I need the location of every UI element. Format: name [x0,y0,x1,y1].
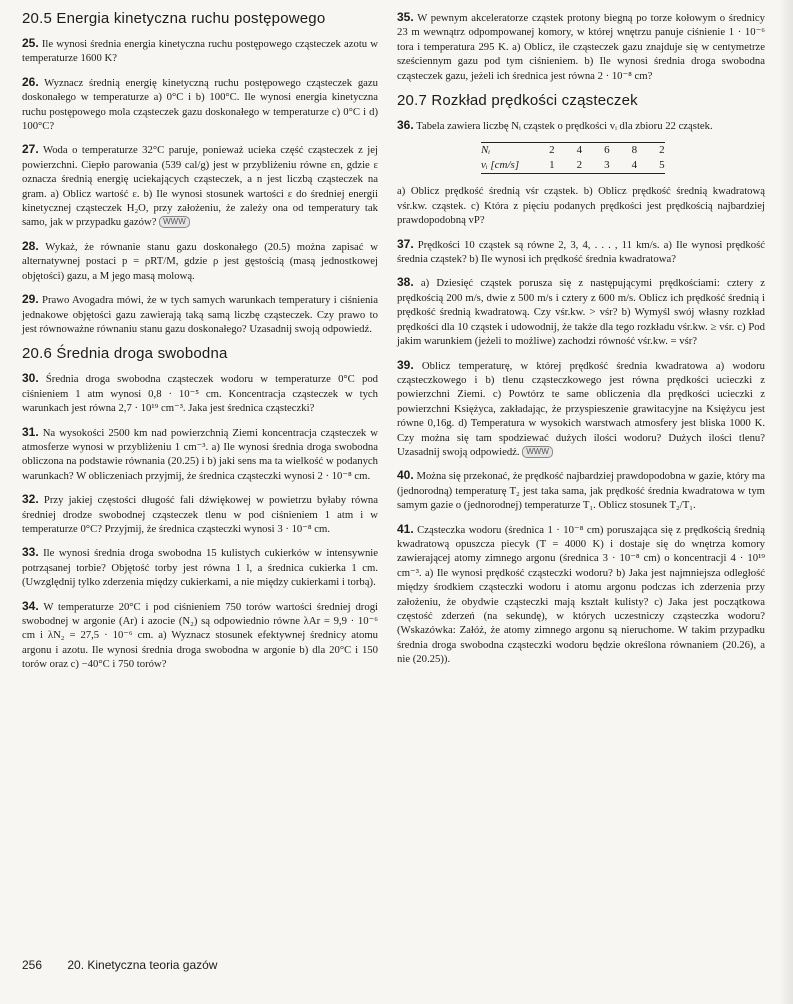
problem-34 [22,599,378,672]
www-badge[interactable]: WWW [159,216,190,228]
table-cell: 4 [555,143,583,159]
page-number: 256 [22,958,43,972]
table-cell: 2 [527,143,555,159]
table-row [481,143,665,159]
problem-text: Woda o temperaturze 32°C paruje, ponieważ ucieka część cząsteczek z jej powierzchni. Ciepło parowania (539 cal/g) jest w przybliżeniu równe εn, gdzie ε oznacza średnią energię uciekających cząsteczek, a n jest liczbą cząsteczek na gram. a) Oblicz wartość ε. b) Ile wynosi stosunek wartości ε do średniej energii kinetycznej cząsteczek H₂O, przy założeniu, że zależy ona od temperatury tak samo, jak w przypadku gazów? [22,144,378,229]
table-row-label: Nᵢ [481,143,527,159]
problem-33 [22,545,378,589]
problem-37 [397,237,765,267]
problem-text: a) Oblicz prędkość średnią vśr cząstek. b) Oblicz prędkość średnią kwadratową vśr.kw. cząstek. c) Która z pięciu podanych prędkości jest prędkością najbardziej prawdopodobną vP? [397,185,765,227]
section-title-20-5: 20.5 Energia kinetyczna ruchu postępowego [22,10,326,27]
table-row [481,158,665,174]
problem-number: 28. [22,238,39,253]
table-cell: 8 [610,143,638,159]
problem-text: Ile wynosi średnia droga swobodna 15 kulistych cukierków w intensywnie potrząsanej torbie? Objętość torby jest równa 1 l, a średnica cukierka 1 cm. (Uwzględnij tylko zderzenia między cukierkami, a nie między cukierkami i torbą). [22,547,378,589]
problem-number: 25. [22,36,39,50]
problem-30 [22,371,378,415]
velocity-table [481,142,665,174]
problem-32 [22,492,378,536]
table-cell: 3 [582,158,610,174]
problem-31 [22,425,378,484]
problem-text: Prawo Avogadra mówi, że w tych samych warunkach temperatury i ciśnienia jednakowe objętości gazu zawierają taką samą liczbę cząsteczek. Czy prawo to jest równoważne równaniu stanu gazu doskonałego? Uzasadnij swoją odpowiedź. [22,294,378,335]
table-cell: 2 [555,158,583,174]
problem-35 [397,10,765,83]
table-cell: 2 [637,143,665,159]
problem-40 [397,468,765,512]
problem-number: 36. [397,118,414,133]
page-footer [22,958,217,972]
problem-number: 29. [22,292,39,307]
problem-text: Można się przekonać, że prędkość najbardziej prawdopodobna w gazie, który ma (jednorodną) temperaturę T₂ jest taka sama, jak prędkość średnia kwadratowa w tym samym gazie o (jednorodnej) temperaturze T₁. Oblicz stosunek T₂/T₁. [397,470,765,512]
problem-39 [397,358,765,460]
problem-number: 40. [397,468,414,483]
chapter-title: 20. Kinetyczna teoria gazów [67,958,218,972]
problem-26 [22,75,378,134]
table-cell: 4 [610,158,638,174]
problem-number: 30. [22,371,39,386]
problem-number: 38. [397,275,414,290]
problem-number: 39. [397,357,414,372]
problem-text: W pewnym akceleratorze cząstek protony biegną po torze kołowym o średnicy 23 m wewnątrz odpompowanej komory, w której wnętrzu panuje ciśnienie 1 · 10⁻⁶ tora i temperatura 295 K. a) Oblicz, ile cząsteczek gazu znajduje się w centymetrze sześciennym gazu pod tym ciśnieniem. b) Ile wynosi średnia droga swobodna cząsteczek gazu, jeżeli ich średnica jest równa 2 · 10⁻⁸ cm? [397,12,765,82]
problem-text: Oblicz temperaturę, w której prędkość średnia kwadratowa a) wodoru cząsteczkowego i b) tlenu cząsteczkowego jest równa prędkości ucieczki z powierzchni Ziemi. c) Powtórz te same obliczenia dla prędkości ucieczki z powierzchni Księżyca, zakładając, że przyspieszenie grawitacyjne na Księżycu jest równe 0,16g. d) Temperatura w wysokich warstwach atmosfery jest bliska 1000 K. Czy można się tam spodziewać dużych ilości wodoru? Dużych ilości tlenu? Uzasadnij swoją odpowiedź. [397,359,766,458]
problem-text: Cząsteczka wodoru (średnica 1 · 10⁻⁸ cm) poruszająca się z prędkością średnią kwadratową opuszcza piecyk (T = 4000 K) i dostaje się do wnętrza komory zawierającej atomy zimnego argonu (średnica 3 · 10⁻⁸ cm) o koncentracji 4 · 10¹⁹ cm⁻³. a) Ile wynosi prędkość cząsteczki wodoru? b) Jaka jest najmniejsza odległość między środkiem cząsteczki wodoru i atomu argonu podczas ich zderzenia przy założeniu, że obydwie cząsteczki mają kształt kulisty? c) Jaka jest początkowa częstość zderzeń (na sekundę), w których uczestniczy cząsteczka wodoru? (Wskazówka: Załóż, że atomy zimnego argonu są nieruchome. W takim przypadku średnia droga swobodna cząsteczki wodoru będzie określona równaniem (20.26), a nie (20.25)). [397,523,766,666]
problem-number: 34. [22,598,39,613]
problem-text: a) Dziesięć cząstek porusza się z następującymi prędkościami: cztery z prędkością 200 m/s, dwie z 500 m/s i cztery z 600 m/s. Oblicz ich prędkość średnią i prędkość średnią kwadratową. Czy vśr.kw. > vśr? b) Wymyśl swój własny rozkład prędkości dla 10 cząstek i udowodnij, że także dla tego rozkładu vśr.kw. ≥ vśr. c) Pod jakim warunkiem (jeżeli to możliwe) zachodzi równość vśr.kw. = vśr? [397,277,766,348]
problem-number: 37. [397,236,414,251]
problem-text: Wyznacz średnią energię kinetyczną ruchu postępowego cząsteczek gazu doskonałego w temperaturze a) 0°C i b) 100°C. Ile wynosi energia kinetyczna ruchu postępowego mola cząsteczek gazu doskonałego w temperaturze c) 0°C i d) 100°C? [22,76,378,133]
table-cell: 5 [637,158,665,174]
problem-text: Tabela zawiera liczbę Nᵢ cząstek o prędkości vᵢ dla zbioru 22 cząstek. [416,120,713,133]
www-badge[interactable]: WWW [522,446,553,458]
problem-text: Prędkości 10 cząstek są równe 2, 3, 4, . . . , 11 km/s. a) Ile wynosi prędkość średnia cząstek? b) Ile wynosi ich prędkość średnia kwadratowa? [397,238,765,266]
problem-number: 33. [22,545,39,560]
left-column [22,10,378,681]
problem-text: Na wysokości 2500 km nad powierzchnią Ziemi koncentracja cząsteczek w atmosferze wynosi w przybliżeniu 1 cm⁻³. a) Ile wynosi średnia droga swobodna obliczona na podstawie równania (20.25) i b) jaki sens ma ta wielkość w podanych warunkach? W obliczeniach przyjmij, że średnica cząsteczki wynosi 2 · 10⁻⁸ cm. [22,426,379,482]
table-cell: 6 [582,143,610,159]
problem-36 [397,118,765,133]
problem-28 [22,239,378,283]
problem-number: 32. [22,492,39,507]
problem-number: 27. [22,142,39,157]
problem-number: 26. [22,74,39,89]
problem-text: Ile wynosi średnia energia kinetyczna ruchu postępowego cząsteczek azotu w temperaturze 1600 K? [22,38,379,65]
problem-text: W temperaturze 20°C i pod ciśnieniem 750 torów wartości średniej drogi swobodnej w argonie (Ar) i azocie (N₂) są odpowiednio równe λAr = 9,9 · 10⁻⁶ cm i λN₂ = 27,5 · 10⁻⁶ cm. a) Wyznacz stosunek efektywnej średnicy atomu argonu i azotu. Ile wynosi średnia droga swobodna w argonie b) dla 20°C i 150 torów oraz c) −40°C i 750 torów? [22,600,379,671]
problem-text: Średnia droga swobodna cząsteczek wodoru w temperaturze 0°C pod ciśnieniem 1 atm wynosi 0,8 · 10⁻⁵ cm. Koncentracja cząsteczek w tych warunkach jest równa 2,7 · 10¹⁹ cm⁻³. Jaka jest średnica cząsteczki? [22,373,379,415]
section-title-20-7: 20.7 Rozkład prędkości cząsteczek [397,92,638,110]
problem-25 [22,36,378,66]
problem-text: Przy jakiej częstości długość fali dźwiękowej w powietrzu byłaby równa średniej drodze swobodnej cząsteczek tlenu w pod ciśnieniem 1 atm i w temperaturze 0°C? Przyjmij, że średnica cząsteczki wynosi 3 · 10⁻⁸ cm. [22,494,378,535]
table-row-label: vᵢ [cm/s] [481,158,527,174]
table-cell: 1 [527,158,555,174]
problem-27 [22,142,378,229]
problem-text: Wykaż, że równanie stanu gazu doskonałego (20.5) można zapisać w alternatywnej postaci p = ρRT/M, gdzie ρ jest gęstością (masą jednostkowej objętości) gazu, a M jego masą molową. [22,240,379,282]
problem-number: 41. [397,521,414,536]
problem-41 [397,522,765,667]
problem-number: 35. [397,10,414,24]
page-edge-shadow [779,0,793,1004]
section-title-20-6: 20.6 Średnia droga swobodna [22,345,228,363]
problem-36-questions [397,184,765,227]
problem-38 [397,275,765,348]
problem-29 [22,292,378,336]
right-column [397,10,765,676]
problem-number: 31. [22,424,39,439]
